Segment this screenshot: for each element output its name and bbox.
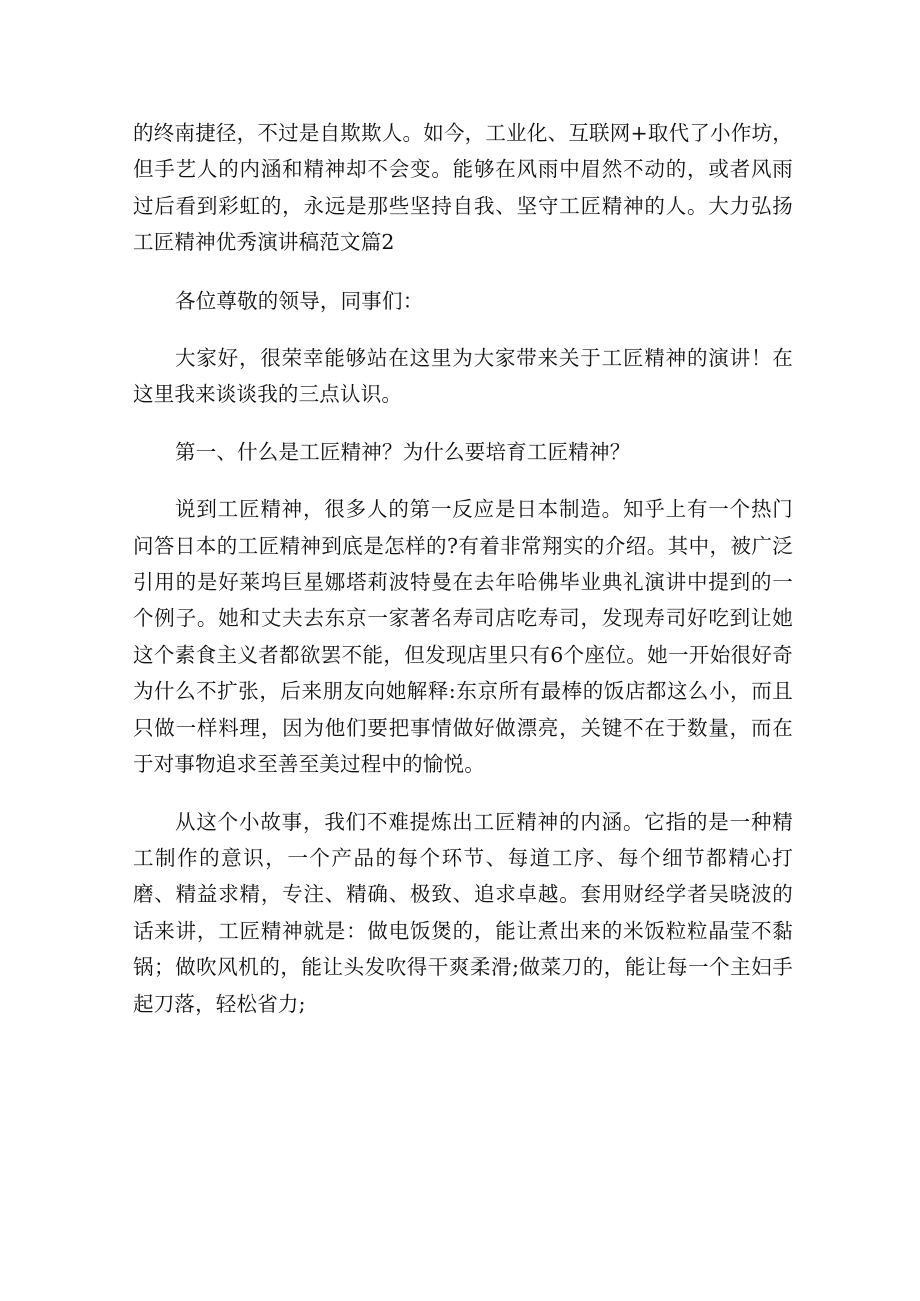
paragraph-salutation: 各位尊敬的领导，同事们：: [175, 288, 424, 313]
paragraph-definition: 从这个小故事，我们不难提炼出工匠精神的内涵。它指的是一种精工制作的意识，一个产品的每个环节、每道工序、每个细节都精心打磨、精益求精，专注、精确、极致、追求卓越。套用财经学者吴晓波的话来讲，工匠精神就是：做电饭煲的，能让煮出来的米饭粒粒晶莹不黏锅；做吹风机的，能让头发吹得干爽柔滑;做菜刀的，能让每一个主妇手起刀落，轻松省力;: [133, 809, 793, 1016]
paragraph-greeting: 大家好，很荣幸能够站在这里为大家带来关于工匠精神的演讲！在这里我来谈谈我的三点认识。: [133, 346, 793, 407]
paragraph-continuation: 的终南捷径，不过是自欺欺人。如今，工业化、互联网+取代了小作坊，但手艺人的内涵和精神却不会变。能够在风雨中眉然不动的，或者风雨过后看到彩虹的，永远是那些坚持自我、坚守工匠精神的人。大力弘扬工匠精神优秀演讲稿范文篇2: [133, 121, 793, 255]
paragraph-section-heading: 第一、什么是工匠精神？为什么要培育工匠精神？: [175, 439, 631, 464]
document-body: [133, 115, 793, 1022]
paragraph-example-story: 说到工匠精神，很多人的第一反应是日本制造。知乎上有一个热门问答日本的工匠精神到底是怎样的?有着非常翔实的介绍。其中，被广泛引用的是好莱坞巨星娜塔莉波特曼在去年哈佛毕业典礼演讲中提到的一个例子。她和丈夫去东京一家著名寿司店吃寿司，发现寿司好吃到让她这个素食主义者都欲罢不能，但发现店里只有6个座位。她一开始很好奇为什么不扩张，后来朋友向她解释:东京所有最棒的饭店都这么小，而且只做一样料理，因为他们要把事情做好做漂亮，关键不在于数量，而在于对事物追求至善至美过程中的愉悦。: [133, 497, 793, 777]
